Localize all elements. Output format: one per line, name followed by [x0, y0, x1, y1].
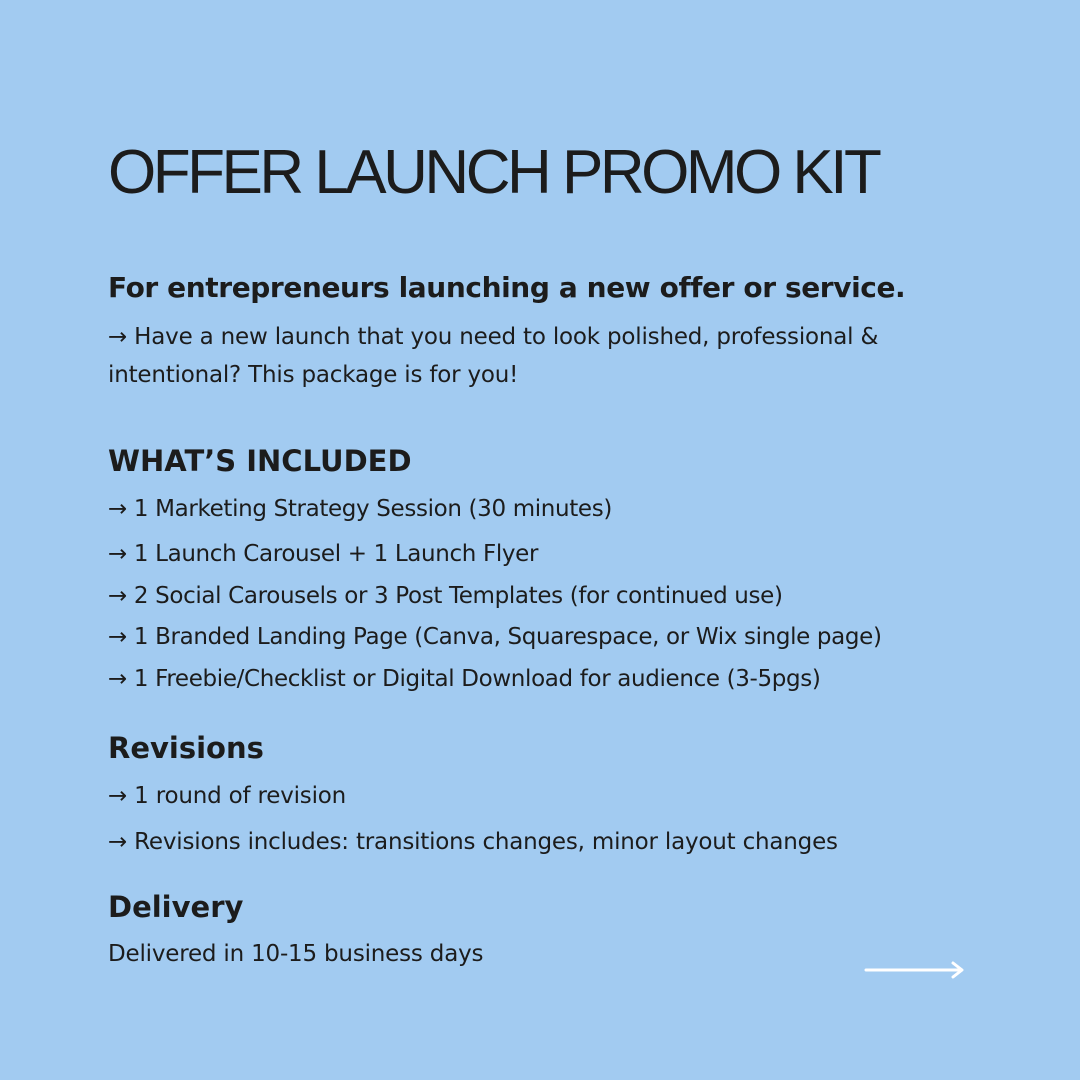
long-right-arrow-icon [864, 958, 968, 982]
next-slide-button[interactable] [864, 958, 968, 982]
included-heading: WHAT’S INCLUDED [108, 444, 412, 478]
revisions-item: → 1 round of revision [108, 783, 347, 809]
included-item: → 1 Freebie/Checklist or Digital Download for audience (3-5pgs) [108, 666, 821, 692]
intro-heading: For entrepreneurs launching a new offer or service. [108, 271, 906, 304]
intro-line-1: → Have a new launch that you need to look polished, professional & [108, 324, 879, 350]
included-item: → 2 Social Carousels or 3 Post Templates (for continued use) [108, 583, 783, 609]
included-item: → 1 Branded Landing Page (Canva, Squarespace, or Wix single page) [108, 624, 882, 650]
revisions-heading: Revisions [108, 731, 264, 765]
included-item: → 1 Launch Carousel + 1 Launch Flyer [108, 541, 539, 567]
revisions-item: → Revisions includes: transitions changes, minor layout changes [108, 829, 838, 855]
delivery-text: Delivered in 10-15 business days [108, 941, 484, 967]
page-title: OFFER LAUNCH PROMO KIT [108, 138, 879, 207]
delivery-heading: Delivery [108, 890, 244, 924]
intro-line-2: intentional? This package is for you! [108, 362, 519, 388]
included-item: → 1 Marketing Strategy Session (30 minutes) [108, 496, 612, 522]
